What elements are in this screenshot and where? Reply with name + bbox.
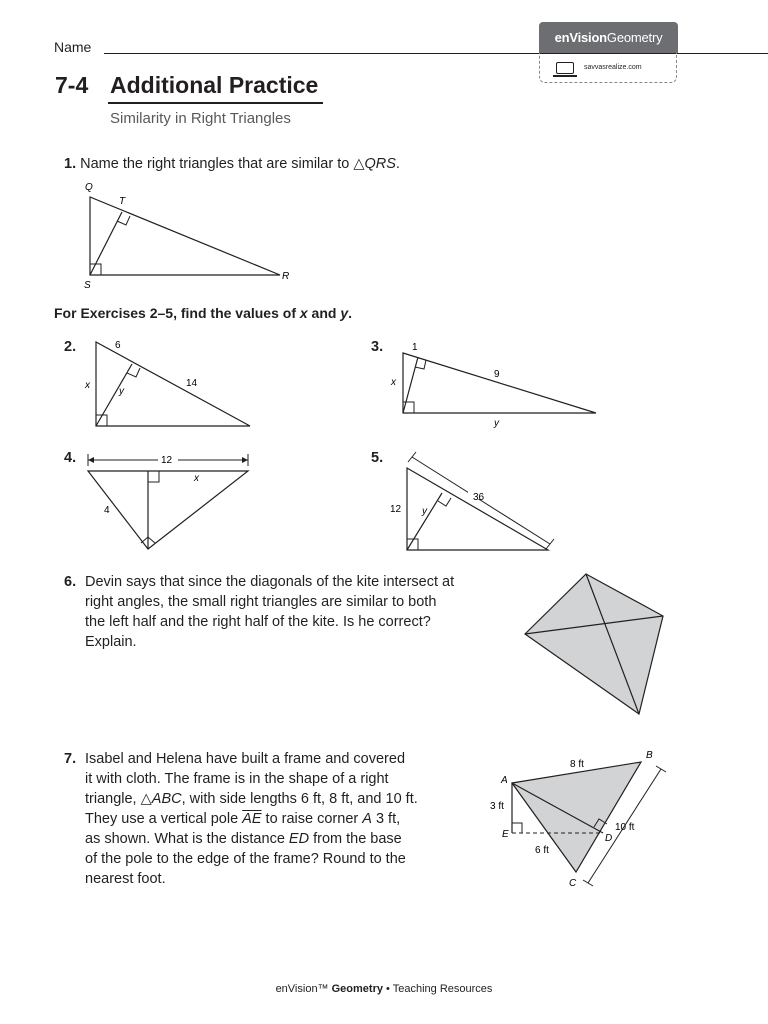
- lesson-title: Additional Practice: [110, 72, 319, 98]
- label-E: E: [502, 829, 509, 840]
- q7-line-7: nearest foot.: [85, 871, 166, 887]
- label-x: x: [391, 377, 396, 388]
- segment-ae: $\overline{AE}$: [242, 811, 262, 827]
- label-Q: Q: [85, 182, 93, 193]
- label-y: y: [494, 418, 499, 429]
- directions-end: .: [348, 305, 353, 321]
- figure-q1: [80, 178, 300, 293]
- footer-rest: • Teaching Resources: [382, 983, 493, 995]
- corner-a: A: [362, 811, 372, 827]
- savvas-url: savvasrealize.com: [584, 64, 642, 71]
- savvas-realize-box: [539, 53, 677, 83]
- label-6ft: 6 ft: [535, 845, 549, 856]
- brand-prefix: enVision: [554, 30, 607, 45]
- question-2-number: 2.: [64, 339, 77, 355]
- label-A: A: [501, 775, 508, 786]
- question-4-number: 4.: [64, 450, 77, 466]
- question-5-number: 5.: [371, 450, 384, 466]
- label-8ft: 8 ft: [570, 759, 584, 770]
- label-x: x: [85, 380, 90, 391]
- label-6: 6: [115, 340, 121, 351]
- label-T: T: [119, 196, 126, 207]
- var-x: x: [299, 305, 308, 321]
- q7-line-4: [85, 809, 418, 829]
- footer-brand-bold: Geometry: [331, 983, 383, 995]
- label-12: 12: [161, 455, 173, 466]
- var-y: y: [340, 305, 349, 321]
- q6-line-2: right angles, the small right triangles are similar to both: [85, 594, 437, 610]
- label-9: 9: [494, 369, 500, 380]
- label-x: x: [194, 473, 199, 484]
- label-10ft: 10 ft: [615, 822, 635, 833]
- laptop-icon: [556, 62, 574, 74]
- figure-q3: [388, 336, 603, 432]
- directions-text: For Exercises 2–5, find the values of: [54, 305, 300, 321]
- punct: .: [395, 156, 400, 172]
- label-12: 12: [390, 504, 402, 515]
- question-7: [64, 749, 484, 889]
- label-1: 1: [412, 342, 418, 353]
- distance-ed: ED: [288, 831, 310, 847]
- question-6: [64, 572, 514, 652]
- frame-figure: [485, 745, 675, 895]
- q7-text: They use a vertical pole: [85, 811, 243, 827]
- label-B: B: [646, 750, 653, 761]
- q7-text: 3 ft,: [371, 811, 401, 827]
- label-y: y: [119, 386, 124, 397]
- q7-text: to raise corner: [261, 811, 363, 827]
- q7-line-6: of the pole to the edge of the frame? Round to the: [85, 851, 406, 867]
- question-number: 1.: [64, 156, 77, 172]
- question-number: 6.: [64, 574, 77, 590]
- q7-line-3: [85, 789, 418, 809]
- kite-figure: [520, 570, 670, 720]
- question-number: 7.: [64, 751, 77, 767]
- triangle-abc: ABC: [151, 791, 182, 807]
- figure-q5: [388, 446, 563, 556]
- brand-suffix: Geometry: [606, 30, 663, 45]
- label-14: 14: [186, 378, 198, 389]
- title-underline: [108, 102, 323, 104]
- label-4: 4: [104, 505, 110, 516]
- triangle-name: QRS: [364, 156, 396, 172]
- q7-text: as shown. What is the distance: [85, 831, 289, 847]
- q7-text: , with side lengths 6 ft, 8 ft, and 10 ft.: [181, 791, 418, 807]
- label-y: y: [422, 506, 427, 517]
- q6-line-4: Explain.: [85, 634, 137, 650]
- q6-line-3: the left half and the right half of the kite. Is he correct?: [85, 614, 431, 630]
- question-text: Name the right triangles that are similar to: [80, 156, 354, 172]
- lesson-subtitle: Similarity in Right Triangles: [110, 110, 291, 127]
- name-label: Name: [54, 39, 92, 55]
- question-1: [64, 154, 400, 174]
- triangle-symbol: △: [140, 791, 152, 807]
- figure-q2: [82, 336, 262, 432]
- q7-text: from the base: [309, 831, 402, 847]
- triangle-symbol: △: [353, 156, 365, 172]
- label-R: R: [282, 271, 290, 282]
- q6-line-1: Devin says that since the diagonals of the kite intersect at: [85, 574, 455, 590]
- exercise-directions: [54, 305, 352, 321]
- question-3-number: 3.: [371, 339, 384, 355]
- q7-line-5: [85, 829, 418, 849]
- footer: [0, 983, 768, 995]
- label-3ft: 3 ft: [490, 801, 504, 812]
- directions-and: and: [307, 305, 341, 321]
- q7-line-1: Isabel and Helena have built a frame and covered: [85, 751, 406, 767]
- figure-q4: [82, 450, 262, 554]
- label-D: D: [605, 833, 613, 844]
- lesson-number: 7-4: [55, 72, 89, 98]
- label-36: 36: [473, 492, 485, 503]
- q7-text: triangle,: [85, 791, 141, 807]
- brand-badge: [539, 22, 678, 53]
- footer-brand: enVision™: [275, 983, 332, 995]
- q7-line-2: it with cloth. The frame is in the shape of a right: [85, 771, 389, 787]
- label-C: C: [569, 878, 577, 889]
- label-S: S: [84, 280, 91, 291]
